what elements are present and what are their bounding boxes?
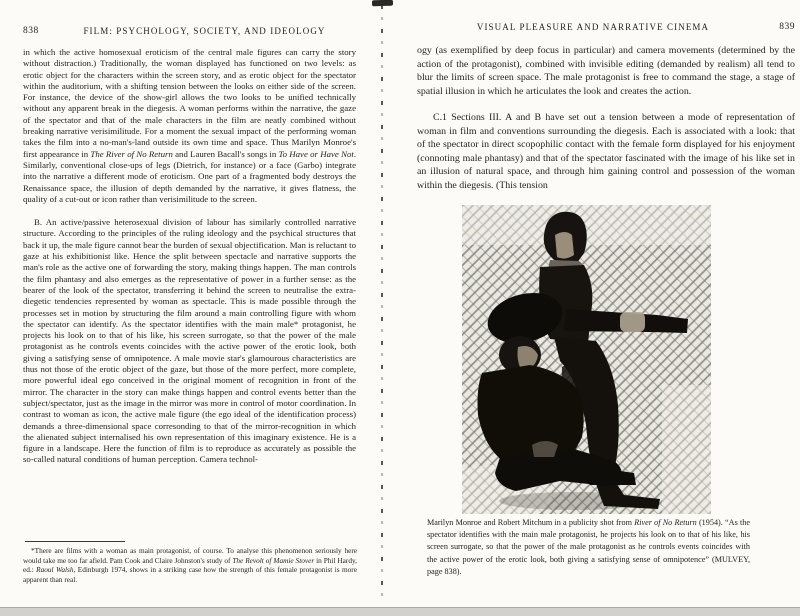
right-running-header: VISUAL PLEASURE AND NARRATIVE CINEMA <box>476 22 710 32</box>
right-page <box>417 0 795 616</box>
bottom-page-edge <box>0 607 800 616</box>
photo-caption: Marilyn Monroe and Robert Mitchum in a publicity shot from River of No Return (1954). “As the spectator identifies with the main male protagonist, he projects his look on to that of his like, his screen surrogate, so that the power of the male protagonist as he controls events coincides with the active power of the erotic look, both giving a satisfying sense of omnipotence” (MULVEY, page 838). <box>427 518 750 576</box>
publicity-photo-art <box>462 205 711 514</box>
left-page <box>23 0 356 616</box>
footnote: *There are films with a woman as main protagonist, of course. To analyse this phenomenon seriously here would take me too far afield. Pam Cook and Claire Johnston's study of The Revolt of Mamie Stover in Phil Hardy, ed.: Raoul Walsh, Edinburgh 1974, shows in a striking case how the strength of this female protagonist is more apparent than real. <box>23 546 357 585</box>
right-page-body <box>417 44 795 192</box>
right-page-number: 839 <box>779 22 795 32</box>
left-paragraph-continuation: in which the active homosexual eroticism of the central male figures can carry the story without distraction.) Traditionally, the woman displayed has functioned on two levels: as erotic object for the characters within the screen story, and as erotic object for the spectator within the auditorium, with a shifting tension between the looks on either side of the screen. For instance, the device of the show-girl allows the two looks to be unified technically without any apparent break in the diegesis. A woman performs within the narrative, the gaze of the spectator and that of the male characters in the film are neatly combined without breaking narrative verisimilitude. For a moment the sexual impact of the performing woman takes the film into a no-man's-land outside its own time and space. Thus Marilyn Monroe's first appearance in The River of No Return and Lauren Bacall's songs in To Have or Have Not. Similarly, conventional close-ups of legs (Dietrich, for instance) or a face (Garbo) integrate into the narrative a different mode of eroticism. One part of a fragmented body destroys the Renaissance space, the illusion of depth demanded by the narrative, it gives flatness, the quality of a cut-out or icon rather than verisimilitude to the screen. <box>23 47 357 204</box>
left-page-number: 838 <box>23 26 39 36</box>
right-running-header-row <box>417 22 795 36</box>
left-running-header: FILM: PSYCHOLOGY, SOCIETY, AND IDEOLOGY <box>83 26 326 36</box>
left-paragraph-b: B. An active/passive heterosexual division of labour has similarly controlled narrative structure. According to the principles of the ruling ideology and the psychical structures that back it up, the male figure cannot bear the burden of sexual objectification. Man is reluctant to gaze at his exhibitionist like. Hence the split between spectacle and narrative supports the man's role as the active one of forwarding the story, making things happen. The man controls the film phantasy and also emerges as the representative of power in a further sense: as the bearer of the look of the spectator, transferring it behind the screen to neutralise the extra-diegetic tendencies represented by woman as spectacle. This is made possible through the processes set in motion by structuring the film around a main controlling figure with whom the spectator can identify. As the spectator identifies with the main male* protagonist, he projects his look on to that of his like, his screen surrogate, so that the power of the male protagonist as he controls events coincides with the active power of the erotic look, both giving a satisfying sense of omnipotence. A male movie star's glamourous characteristics are thus not those of the erotic object of the gaze, but those of the more perfect, more complete, more powerful ideal ego conceived in the original moment of recognition in front of the mirror. The character in the story can make things happen and control events better than the subject/spectator, just as the image in the mirror was more in control of motor coordination. In contrast to woman as icon, the active male figure (the ego ideal of the identification process) demands a three-dimensional space corresonding to that of the mirror-recognition in which the alienated subject internalised his own representation of this imaginary existence. He is a figure in a landscape. Here the function of film is to reproduce as accurately as possible the so-called natural conditions of human perception. Camera technol- <box>23 217 356 465</box>
publicity-photo <box>462 205 711 514</box>
gutter-line <box>381 5 383 602</box>
right-paragraph-continuation: ogy (as exemplified by deep focus in particular) and camera movements (determined by the action of the protagonist), combined with invisible editing (demanded by realism) all tend to blur the limits of screen space. The male protagonist is free to command the stage, a stage of spatial illusion in which he articulates the look and creates the action. <box>417 45 795 97</box>
left-running-header-row <box>23 26 356 40</box>
footnote-rule <box>25 541 125 542</box>
right-paragraph-c1: C.1 Sections III. A and B have set out a tension between a mode of representation of woman in film and conventions surrounding the diegesis. Each is associated with a look: that of the spectator in direct scopophilic contact with the female form displayed for his enjoyment (connoting male phantasy) and that of the spectator fascinated with the image of his like set in an illusion of natural space, and through him gaining control and possession of the woman within the diegesis. (This tension <box>417 112 795 191</box>
left-page-body <box>23 47 356 466</box>
